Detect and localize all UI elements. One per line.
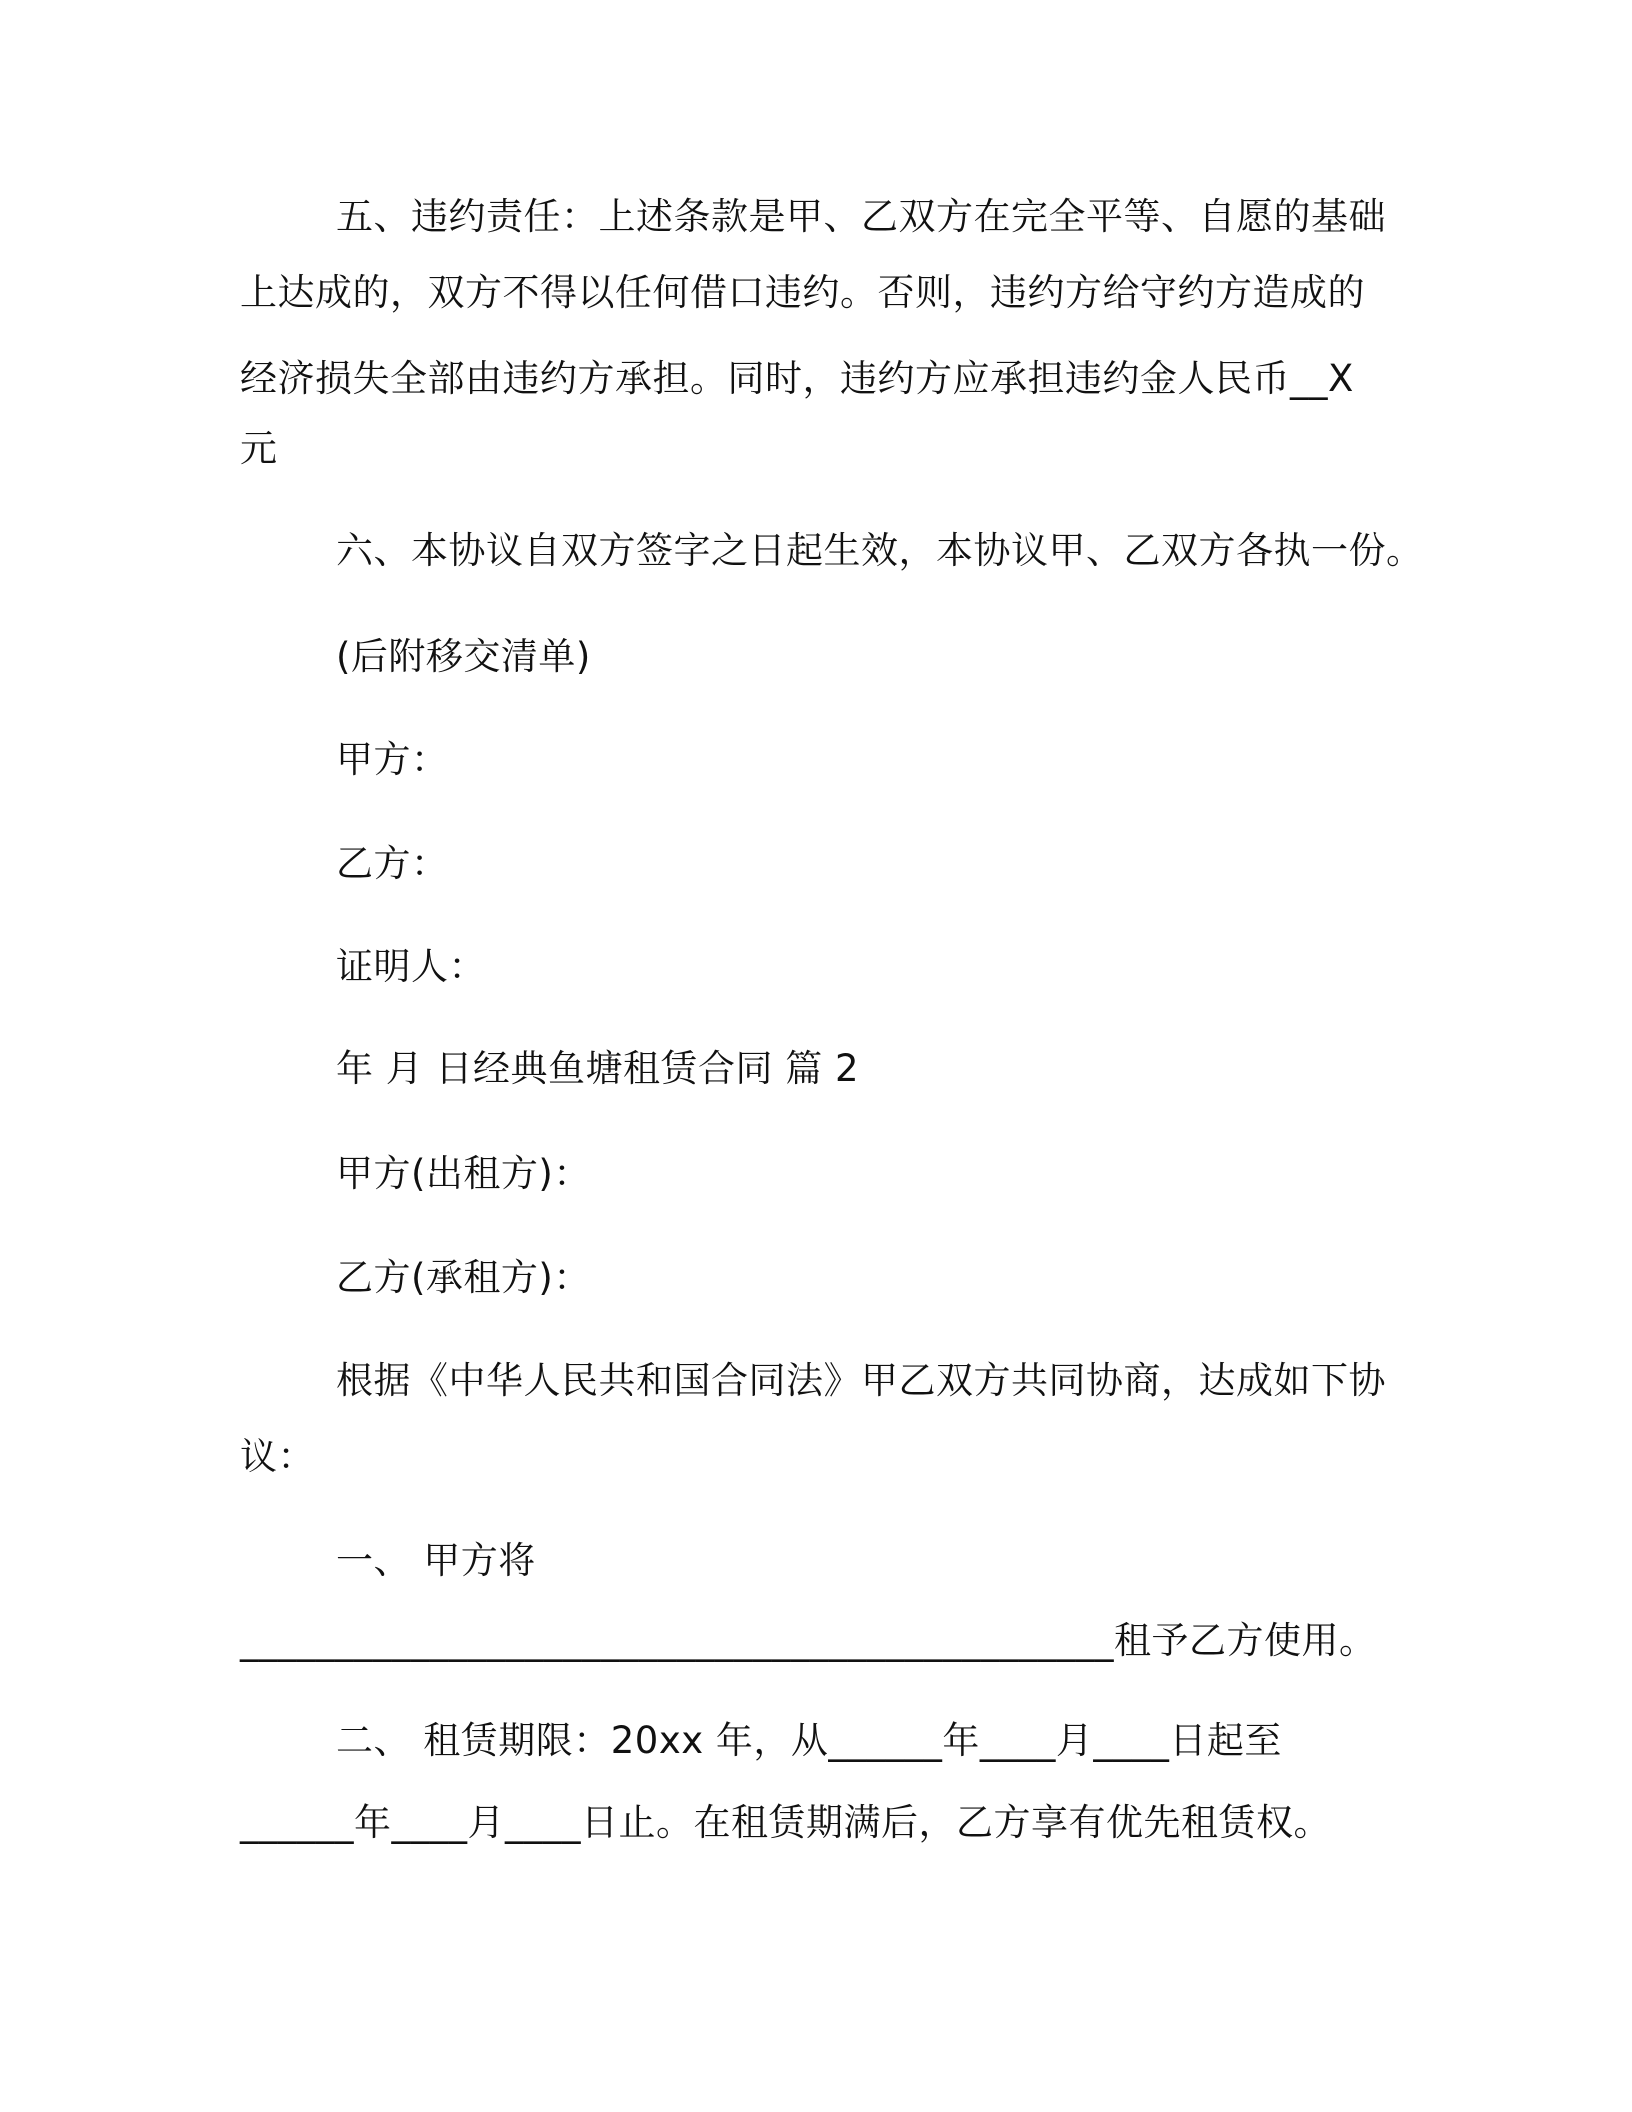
clause-5-line-1: 五、违约责任：上述条款是甲、乙双方在完全平等、自愿的基础 [336,195,1386,238]
clause-2-line-2: ______年____月____日止。在租赁期满后，乙方享有优先租赁权。 [240,1801,1331,1844]
section-title: 年 月 日经典鱼塘租赁合同 篇 2 [336,1047,860,1090]
clause-6: 六、本协议自双方签字之日起生效，本协议甲、乙双方各执一份。 [336,529,1424,572]
party-a-label: 甲方： [336,738,449,781]
clause-5-line-2: 上达成的，双方不得以任何借口违约。否则，违约方给守约方造成的 [240,271,1365,314]
lessor-label: 甲方(出租方)： [336,1152,591,1195]
clause-5-line-4: 元 [240,427,278,470]
party-b-label: 乙方： [336,842,449,885]
preamble-line-2: 议： [240,1435,315,1478]
attachment-note: (后附移交清单) [336,635,591,678]
lessee-label: 乙方(承租方)： [336,1256,591,1299]
clause-1-line-2: ______________________________________________租予乙方使用。 [240,1619,1377,1662]
clause-1-line-1: 一、 甲方将 [336,1539,536,1582]
preamble-line-1: 根据《中华人民共和国合同法》甲乙双方共同协商，达成如下协 [336,1359,1386,1402]
witness-label: 证明人： [336,945,486,988]
clause-2-line-1: 二、 租赁期限：20xx 年，从______年____月____日起至 [336,1719,1282,1762]
clause-5-line-3: 经济损失全部由违约方承担。同时，违约方应承担违约金人民币__X [240,357,1354,400]
